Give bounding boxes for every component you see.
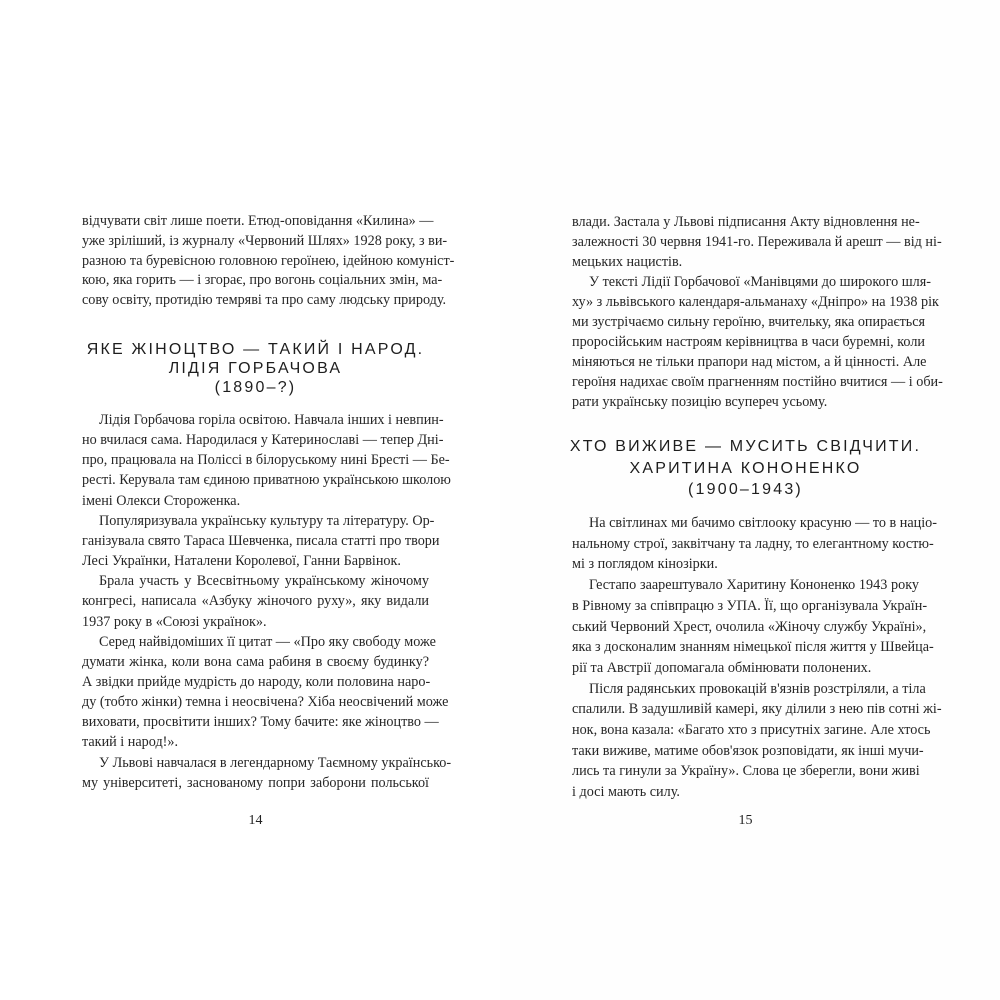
- text-line: імені Олекси Стороженка.: [82, 492, 241, 509]
- text-line: Лідія Горбачова горіла освітою. Навчала інших і невпин-: [99, 412, 444, 428]
- text-line: сову освіту, протидію темряві та про саму людську природу.: [82, 292, 447, 309]
- section-heading-title: ХТО ВИЖИВЕ — МУСИТЬ СВІДЧИТИ.: [569, 438, 922, 455]
- text-line: в Рівному за співпрацю з УПА. Її, що організувала Україн-: [572, 597, 928, 614]
- text-line: му університеті, заснованому попри заборони польської: [82, 774, 429, 791]
- section-heading-name: ЛІДІЯ ГОРБАЧОВА: [168, 359, 343, 377]
- text-line: рії та Австрії допомагала обмінювати полонених.: [572, 659, 872, 676]
- text-line: думати жінка, коли вона сама рабиня в своєму будинку?: [82, 653, 429, 670]
- text-line: такий і народ!».: [82, 734, 179, 751]
- text-line: нок, вона казала: «Багато хто з присутніх загине. Але хтось: [572, 722, 931, 738]
- text-line: виховати, просвітити інших? Тому бачите: яке жіноцтво —: [82, 714, 439, 731]
- text-line: проросійським настроям керівництва в часи буремні, коли: [572, 334, 925, 350]
- text-line: спалили. В задушливій камері, яку ділили з нею пів сотні жі-: [572, 701, 942, 718]
- text-line: рати українську позицію всупереч усьому.: [572, 394, 828, 410]
- page-number: 15: [738, 813, 753, 828]
- page-number: 14: [248, 813, 263, 828]
- text-line: мі з поглядом кінозірки.: [572, 556, 718, 573]
- text-line: героїня надихає своїм прагненням постійно вчитися — і оби-: [572, 374, 943, 390]
- text-line: Популяризувала українську культуру та літературу. Ор-: [99, 512, 435, 529]
- text-line: і досі мають силу.: [572, 784, 680, 801]
- text-line: міняються не тільки прапори над містом, а й цінності. Але: [572, 354, 927, 370]
- section-heading-title: ЯКЕ ЖІНОЦТВО — ТАКИЙ І НАРОД.: [86, 341, 425, 358]
- text-line: ський Червоний Хрест, очолила «Жіночу службу Україні»,: [572, 618, 927, 635]
- text-line: влади. Застала у Львові підписання Акту відновлення не-: [572, 214, 920, 230]
- right-page: [500, 0, 1000, 1000]
- text-line: про, працювала на Поліссі в білоруському нині Бресті — Бе-: [82, 452, 450, 469]
- text-line: разною та буревісною головною героїнею, ідейною комуніст-: [82, 252, 455, 269]
- text-line: У тексті Лідії Горбачової «Манівцями до широкого шля-: [589, 274, 931, 290]
- section-heading-years: (1890–?): [214, 378, 297, 396]
- text-line: Брала участь у Всесвітньому українському жіночому: [99, 573, 429, 590]
- text-line: ми зустрічаємо сильну героїню, вчительку, яка опирається: [572, 314, 926, 330]
- section-heading-name: ХАРИТИНА КОНОНЕНКО: [629, 459, 862, 477]
- text-line: 1937 року в «Союзі українок».: [82, 613, 267, 630]
- text-line: відчувати світ лише поети. Етюд-оповідання «Килина» —: [82, 213, 434, 229]
- text-line: кою, яка горить — і згорає, про вогонь соціальних змін, ма-: [82, 272, 443, 289]
- text-line: ду (тобто жінки) темна і неосвічена? Хіба неосвічений може: [82, 694, 449, 711]
- text-line: уже зріліший, із журналу «Червоний Шлях» 1928 року, з ви-: [82, 232, 448, 249]
- text-line: ресті. Керувала там єдиною приватною українською школою: [82, 472, 451, 489]
- text-line: Після радянських провокацій в'язнів розстріляли, а тіла: [589, 680, 926, 697]
- text-line: Лесі Українки, Наталени Королевої, Ганни Барвінок.: [82, 553, 401, 570]
- text-line: конгресі, написала «Азбуку жіночого руху», яку видали: [82, 593, 429, 610]
- text-line: лись та гинули за Україну». Слова це зберегли, вони живі: [572, 763, 920, 780]
- text-line: нальному строї, заквітчану та ладну, то елегантному костю-: [572, 535, 934, 552]
- text-line: У Львові навчалася в легендарному Таємному українсько-: [99, 754, 452, 771]
- text-line: залежності 30 червня 1941-го. Переживала й арешт — від ні-: [572, 234, 942, 250]
- section-heading-years: (1900–1943): [688, 481, 803, 498]
- text-line: ху» з львівського календаря-альманаху «Дніпро» на 1938 рік: [572, 294, 939, 310]
- text-line: но вчилася сама. Народилася у Катеринославі — тепер Дні-: [82, 432, 444, 449]
- text-line: На світлинах ми бачимо світлооку красуню — то в націо-: [589, 515, 937, 531]
- text-line: Серед найвідоміших її цитат — «Про яку свободу може: [99, 633, 436, 650]
- text-line: мецьких нацистів.: [572, 254, 683, 270]
- text-line: ганізувала свято Тараса Шевченка, писала статті про твори: [82, 532, 440, 549]
- text-line: яка з досконалим знанням німецької після життя у Швейца-: [572, 639, 934, 656]
- text-line: А звідки прийде мудрість до народу, коли половина наро-: [82, 673, 431, 690]
- text-line: таки виживе, матиме обов'язок розповідати, як інші мучи-: [572, 742, 924, 759]
- text-line: Гестапо заарештувало Харитину Кононенко 1943 року: [589, 577, 919, 594]
